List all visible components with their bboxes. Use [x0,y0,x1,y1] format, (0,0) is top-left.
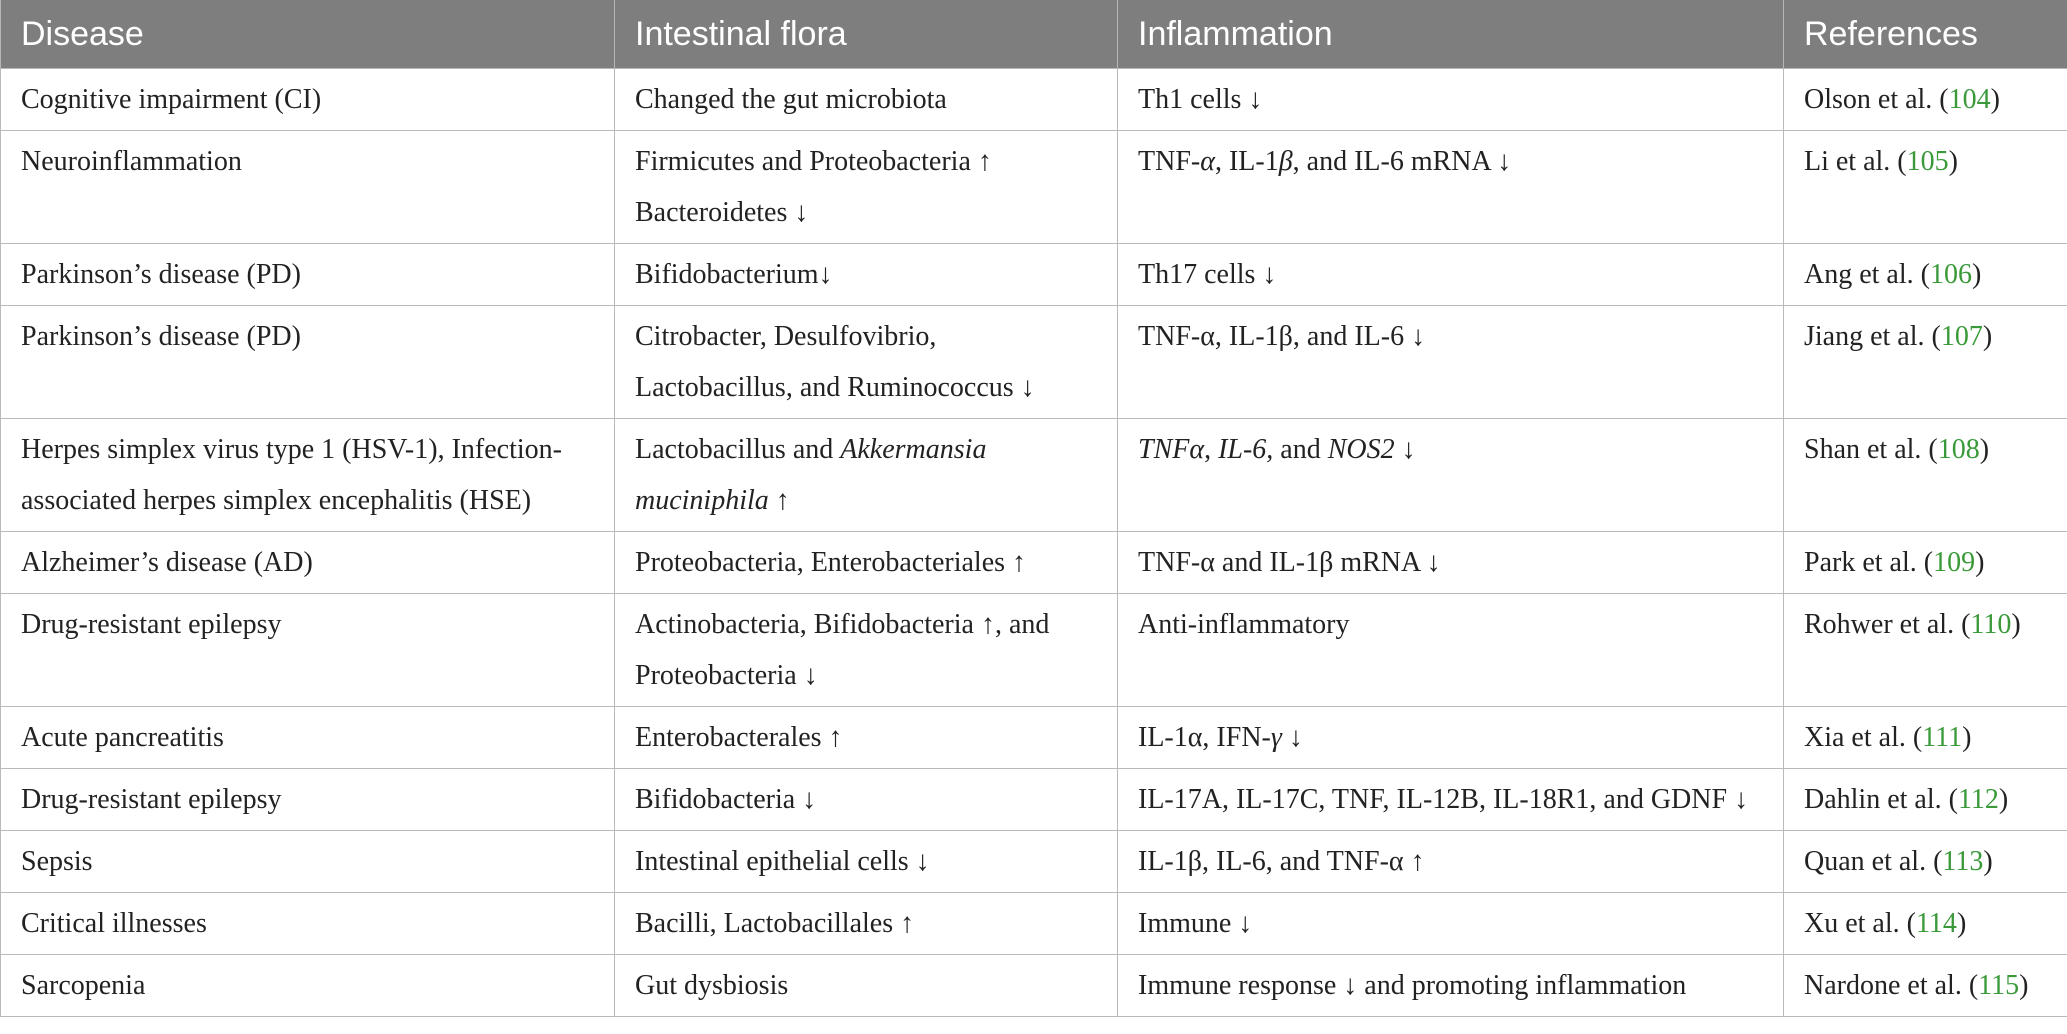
reference-link[interactable]: 110 [1970,609,2012,640]
table-row [1,419,2067,532]
disease-cell: Parkinson’s disease (PD) [1,306,615,419]
disease-cell: Neuroinflammation [1,131,615,244]
reference-cell: Shan et al. (108) [1784,419,2067,532]
flora-cell: Changed the gut microbiota [615,69,1118,131]
inflammation-cell: TNF-α and IL-1β mRNA ↓ [1118,532,1784,594]
header-row [1,0,2067,69]
flora-cell: Bacilli, Lactobacillales ↑ [615,893,1118,955]
table-row [1,131,2067,244]
flora-cell: Intestinal epithelial cells ↓ [615,831,1118,893]
disease-cell: Acute pancreatitis [1,707,615,769]
table-row [1,955,2067,1017]
reference-link[interactable]: 111 [1922,722,1963,753]
reference-link[interactable]: 112 [1957,784,1999,815]
disease-cell: Drug-resistant epilepsy [1,769,615,831]
table-row [1,69,2067,131]
reference-link[interactable]: 108 [1937,434,1980,465]
inflammation-cell: Th1 cells ↓ [1118,69,1784,131]
inflammation-cell: IL-17A, IL-17C, TNF, IL-12B, IL-18R1, and GDNF ↓ [1118,769,1784,831]
header-inflammation: Inflammation [1118,0,1784,69]
reference-cell: Li et al. (105) [1784,131,2067,244]
disease-cell: Cognitive impairment (CI) [1,69,615,131]
disease-cell: Drug-resistant epilepsy [1,594,615,707]
disease-cell: Sarcopenia [1,955,615,1017]
flora-cell: Proteobacteria, Enterobacteriales ↑ [615,532,1118,594]
disease-cell: Herpes simplex virus type 1 (HSV-1), Infection- associated herpes simplex encephalitis (HSE) [1,419,615,532]
reference-cell: Ang et al. (106) [1784,244,2067,306]
inflammation-cell: Th17 cells ↓ [1118,244,1784,306]
reference-cell: Xu et al. (114) [1784,893,2067,955]
table-row [1,594,2067,707]
flora-cell: Lactobacillus and Akkermansia muciniphila ↑ [615,419,1118,532]
reference-cell: Quan et al. (113) [1784,831,2067,893]
flora-cell: Enterobacterales ↑ [615,707,1118,769]
reference-link[interactable]: 106 [1929,259,1972,290]
inflammation-cell: Immune response ↓ and promoting inflammation [1118,955,1784,1017]
reference-link[interactable]: 115 [1978,970,2020,1001]
inflammation-cell: Immune ↓ [1118,893,1784,955]
table-row [1,831,2067,893]
reference-cell: Park et al. (109) [1784,532,2067,594]
header-intestinal-flora: Intestinal flora [615,0,1118,69]
disease-cell: Alzheimer’s disease (AD) [1,532,615,594]
inflammation-cell: Anti-inflammatory [1118,594,1784,707]
reference-link[interactable]: 105 [1906,146,1949,177]
disease-cell: Parkinson’s disease (PD) [1,244,615,306]
table-header [1,0,2067,69]
table-row [1,893,2067,955]
header-references: References [1784,0,2067,69]
inflammation-cell: IL-1β, IL-6, and TNF-α ↑ [1118,831,1784,893]
inflammation-cell: TNFα, IL-6, and NOS2 ↓ [1118,419,1784,532]
reference-link[interactable]: 114 [1915,908,1957,939]
table-row [1,532,2067,594]
reference-link[interactable]: 109 [1933,547,1976,578]
reference-link[interactable]: 113 [1942,846,1984,877]
disease-cell: Sepsis [1,831,615,893]
flora-cell: Actinobacteria, Bifidobacteria ↑, and Proteobacteria ↓ [615,594,1118,707]
table-row [1,769,2067,831]
reference-link[interactable]: 107 [1940,321,1983,352]
flora-cell: Citrobacter, Desulfovibrio, Lactobacillus, and Ruminococcus ↓ [615,306,1118,419]
inflammation-cell: IL-1α, IFN-γ ↓ [1118,707,1784,769]
flora-cell: Gut dysbiosis [615,955,1118,1017]
table-body [1,69,2067,1017]
reference-cell: Dahlin et al. (112) [1784,769,2067,831]
reference-cell: Jiang et al. (107) [1784,306,2067,419]
reference-link[interactable]: 104 [1948,84,1991,115]
table-row [1,707,2067,769]
reference-cell: Rohwer et al. (110) [1784,594,2067,707]
reference-cell: Xia et al. (111) [1784,707,2067,769]
disease-cell: Critical illnesses [1,893,615,955]
flora-cell: Bifidobacteria ↓ [615,769,1118,831]
flora-cell: Bifidobacterium↓ [615,244,1118,306]
table-row [1,244,2067,306]
table-row [1,306,2067,419]
header-disease: Disease [1,0,615,69]
reference-cell: Olson et al. (104) [1784,69,2067,131]
inflammation-cell: TNF-α, IL-1β, and IL-6 ↓ [1118,306,1784,419]
flora-cell: Firmicutes and Proteobacteria ↑ Bacteroidetes ↓ [615,131,1118,244]
reference-cell: Nardone et al. (115) [1784,955,2067,1017]
inflammation-cell: TNF-α, IL-1β, and IL-6 mRNA ↓ [1118,131,1784,244]
